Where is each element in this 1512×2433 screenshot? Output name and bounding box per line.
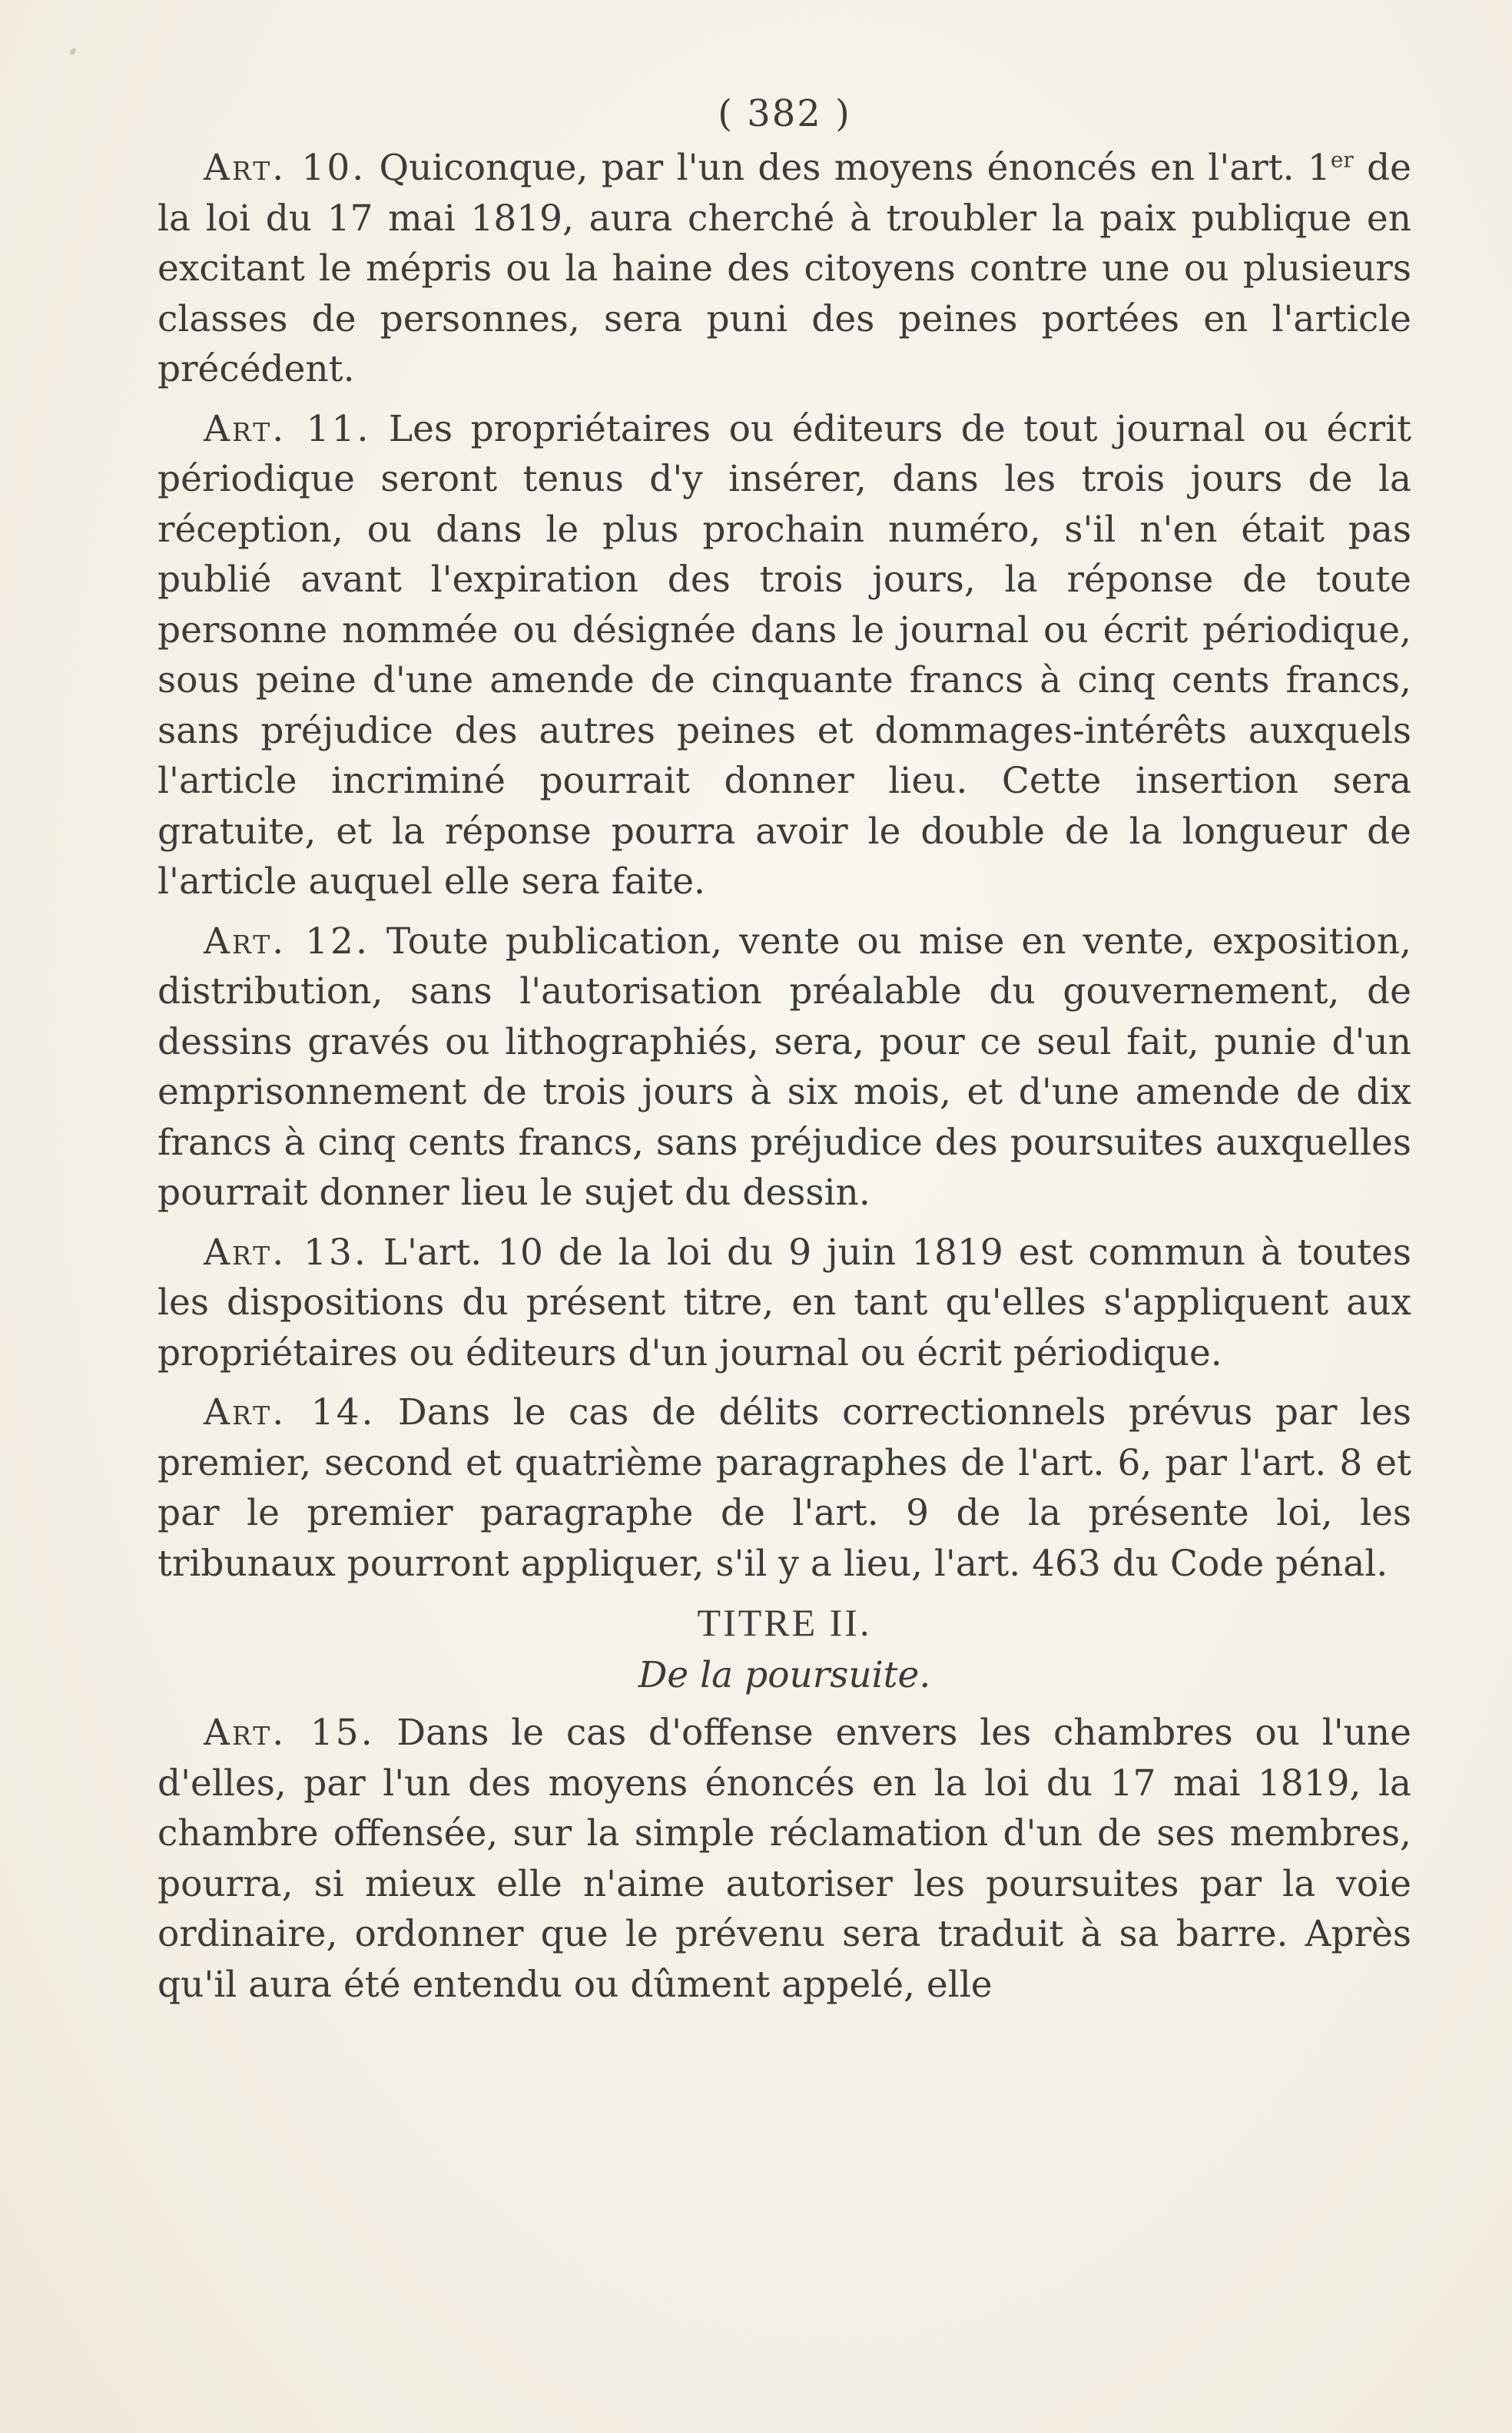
article-label: Art. 14. — [204, 1391, 376, 1434]
page-text — [158, 91, 1411, 2019]
superscript: er — [1330, 147, 1354, 173]
article-text: L'art. 10 de la loi du 9 juin 1819 est commun à toutes les dispositions du présent titre, en tant qu'elles s'appliquent aux propriétaires ou éditeurs d'un journal ou écrit périodique. — [158, 1231, 1411, 1374]
article-text: Dans le cas de délits correctionnels prévus par les premier, second et quatrième paragraphes de l'art. 6, par l'art. 8 et par le premier paragraphe de l'art. 9 de la présente loi, les tribunaux pourront appliquer, s'il y a lieu, l'art. 463 du Code pénal. — [158, 1391, 1411, 1585]
article-label: Art. 11. — [204, 407, 371, 450]
article-label: Art. 10. — [204, 147, 366, 189]
article-label: Art. 13. — [204, 1231, 368, 1274]
article-10 — [158, 143, 1411, 395]
page-number: ( 382 ) — [718, 92, 851, 135]
article-13 — [158, 1228, 1411, 1379]
section-subtitle: De la poursuite. — [638, 1653, 931, 1696]
article-text: Les propriétaires ou éditeurs de tout journal ou écrit périodique seront tenus d'y insérer, dans les trois jours de la réception, ou dans le plus prochain numéro, s'il n'en était pas publié avant l'expiration des trois jours, la réponse de toute personne nommée ou désignée dans le journal ou écrit périodique, sous peine d'une amende de cinquante francs à cinq cents francs, sans préjudice des autres peines et dommages-intérêts auxquels l'article incriminé pourrait donner lieu. Cette insertion sera gratuite, et la réponse pourra avoir le double de la longueur de l'article auquel elle sera faite. — [158, 407, 1411, 903]
article-15 — [158, 1708, 1411, 2010]
article-text: Toute publication, vente ou mise en vente, exposition, distribution, sans l'autorisation préalable du gouvernement, de dessins gravés ou lithographiés, sera, pour ce seul fait, punie d'un emprisonnement de trois jours à six mois, et d'une amende de dix francs à cinq cents francs, sans préjudice des poursuites auxquelles pourrait donner lieu le sujet du dessin. — [158, 920, 1411, 1214]
article-label: Art. 15. — [204, 1712, 375, 1754]
article-text: de la loi du 17 mai 1819, aura cherché à troubler la paix publique en excitant le mépris ou la haine des citoyens contre une ou plusieurs classes de personnes, sera puni des peines portées en l'article précédent. — [158, 147, 1411, 390]
paper-blemish — [69, 47, 78, 56]
section-title: TITRE II. — [697, 1601, 872, 1644]
article-11 — [158, 404, 1411, 907]
article-text: Quiconque, par l'un des moyens énoncés en l'art. 1 — [366, 147, 1331, 189]
article-12 — [158, 917, 1411, 1218]
article-label: Art. 12. — [204, 920, 370, 963]
article-text: Dans le cas d'offense envers les chambres ou l'une d'elles, par l'un des moyens énoncés en la loi du 17 mai 1819, la chambre offensée, sur la simple réclamation d'un de ses membres, pourra, si mieux elle n'aime autoriser les poursuites par la voie ordinaire, ordonner que le prévenu sera traduit à sa barre. Après qu'il aura été entendu ou dûment appelé, elle — [158, 1712, 1411, 2006]
article-14 — [158, 1387, 1411, 1589]
